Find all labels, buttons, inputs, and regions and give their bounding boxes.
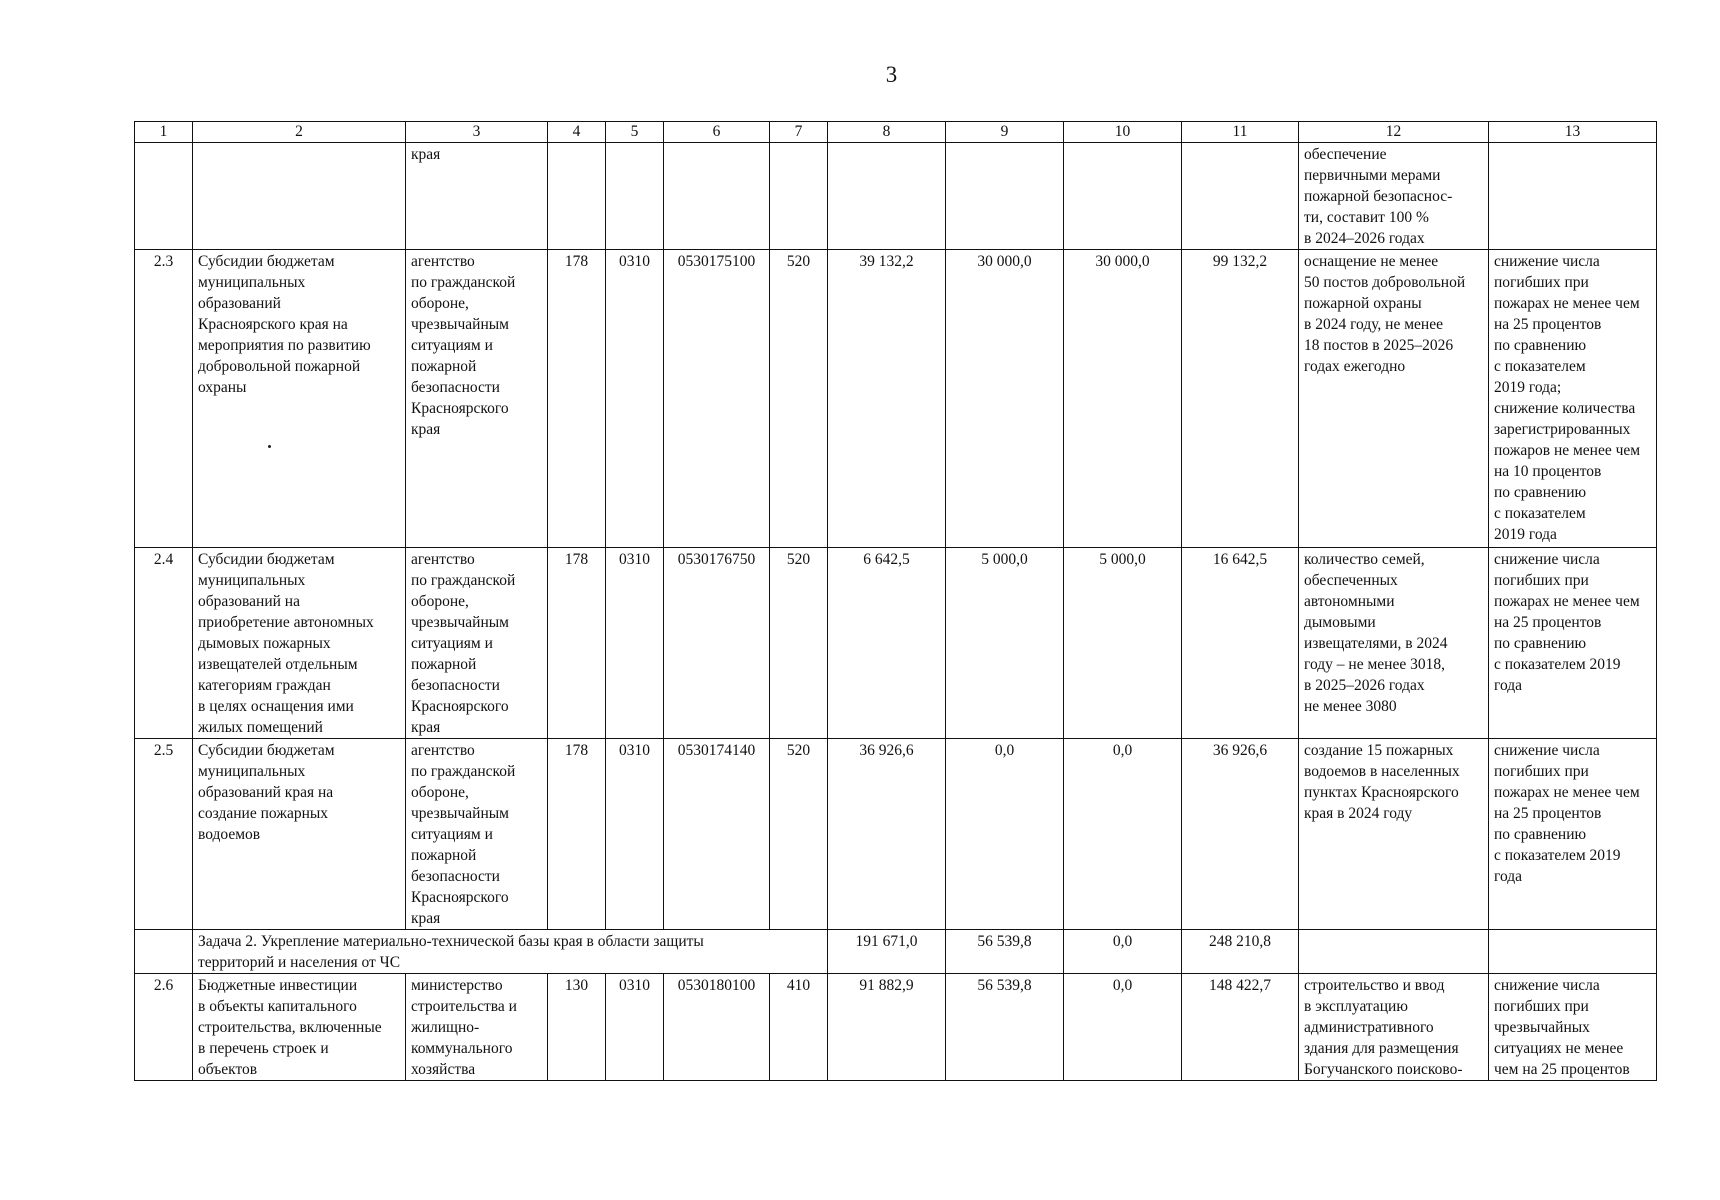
amount-cell: 91 882,9 xyxy=(828,974,946,1081)
code-cell: 0310 xyxy=(606,739,664,930)
continuation-row xyxy=(135,143,1657,250)
amount-cell: 0,0 xyxy=(946,739,1064,930)
column-number: 1 xyxy=(135,122,193,143)
result-cell: количество семей, обеспеченных автономными дымовыми извещателями, в 2024 году – не менее 3018, в 2025–2026 годах не менее 3080 xyxy=(1299,548,1489,739)
column-number: 3 xyxy=(406,122,548,143)
activity-name: Субсидии бюджетам муниципальных образований Красноярского края на мероприятия по развитию добровольной пожарной охраны xyxy=(193,250,406,548)
amount-cell: 36 926,6 xyxy=(1182,739,1299,930)
code-cell: 0310 xyxy=(606,250,664,548)
column-number: 9 xyxy=(946,122,1064,143)
result-cell: строительство и ввод в эксплуатацию административного здания для размещения Богучанского поисково- xyxy=(1299,974,1489,1081)
result-cell: оснащение не менее 50 постов добровольной пожарной охраны в 2024 году, не менее 18 постов в 2025–2026 годах ежегодно xyxy=(1299,250,1489,548)
task-row xyxy=(135,930,1657,974)
code-cell: 0310 xyxy=(606,974,664,1081)
amount-cell: 248 210,8 xyxy=(1182,930,1299,974)
task-title: Задача 2. Укрепление материально-технической базы края в области защиты территорий и населения от ЧС xyxy=(193,930,828,974)
amount-cell: 30 000,0 xyxy=(1064,250,1182,548)
table-row xyxy=(135,250,1657,548)
code-cell: 0530175100 xyxy=(664,250,770,548)
row-number: 2.5 xyxy=(135,739,193,930)
code-cell: 0530174140 xyxy=(664,739,770,930)
code-cell: 0530180100 xyxy=(664,974,770,1081)
column-number: 7 xyxy=(770,122,828,143)
amount-cell: 36 926,6 xyxy=(828,739,946,930)
agency-cell: агентство по гражданской обороне, чрезвычайным ситуациям и пожарной безопасности Красноярского края xyxy=(406,739,548,930)
code-cell: 178 xyxy=(548,250,606,548)
agency-cell: агентство по гражданской обороне, чрезвычайным ситуациям и пожарной безопасности Красноярского края xyxy=(406,250,548,548)
agency-cell: министерство строительства и жилищно- коммунального хозяйства xyxy=(406,974,548,1081)
amount-cell: 5 000,0 xyxy=(946,548,1064,739)
row-number: 2.3 xyxy=(135,250,193,548)
impact-cell: снижение числа погибших при пожарах не менее чем на 25 процентов по сравнению с показателем 2019 года xyxy=(1489,548,1657,739)
activity-name: Бюджетные инвестиции в объекты капитального строительства, включенные в перечень строек и объектов xyxy=(193,974,406,1081)
impact-cell: снижение числа погибших при пожарах не менее чем на 25 процентов по сравнению с показателем 2019 года xyxy=(1489,739,1657,930)
code-cell: 0530176750 xyxy=(664,548,770,739)
column-number: 13 xyxy=(1489,122,1657,143)
agency-cell: агентство по гражданской обороне, чрезвычайным ситуациям и пожарной безопасности Красноярского края xyxy=(406,548,548,739)
amount-cell: 99 132,2 xyxy=(1182,250,1299,548)
code-cell: 410 xyxy=(770,974,828,1081)
amount-cell: 0,0 xyxy=(1064,930,1182,974)
amount-cell: 30 000,0 xyxy=(946,250,1064,548)
result-cell: обеспечение первичными мерами пожарной безопаснос- ти, составит 100 % в 2024–2026 годах xyxy=(1299,143,1489,250)
amount-cell: 0,0 xyxy=(1064,739,1182,930)
column-number: 4 xyxy=(548,122,606,143)
column-number: 11 xyxy=(1182,122,1299,143)
code-cell: 520 xyxy=(770,250,828,548)
column-number: 10 xyxy=(1064,122,1182,143)
code-cell: 178 xyxy=(548,739,606,930)
amount-cell: 16 642,5 xyxy=(1182,548,1299,739)
amount-cell: 39 132,2 xyxy=(828,250,946,548)
amount-cell: 6 642,5 xyxy=(828,548,946,739)
agency-cell: края xyxy=(406,143,548,250)
code-cell: 520 xyxy=(770,739,828,930)
amount-cell: 5 000,0 xyxy=(1064,548,1182,739)
column-number: 6 xyxy=(664,122,770,143)
row-number: 2.4 xyxy=(135,548,193,739)
column-number: 12 xyxy=(1299,122,1489,143)
impact-cell: снижение числа погибших при пожарах не менее чем на 25 процентов по сравнению с показателем 2019 года; снижение количества зарегистрированных пожаров не менее чем на 10 процентов по сравнению с показателем 2019 года xyxy=(1489,250,1657,548)
program-activities-table xyxy=(134,121,1657,1081)
table-row xyxy=(135,974,1657,1081)
amount-cell: 56 539,8 xyxy=(946,974,1064,1081)
amount-cell: 191 671,0 xyxy=(828,930,946,974)
column-number: 8 xyxy=(828,122,946,143)
code-cell: 0310 xyxy=(606,548,664,739)
impact-cell: снижение числа погибших при чрезвычайных ситуациях не менее чем на 25 процентов xyxy=(1489,974,1657,1081)
amount-cell: 56 539,8 xyxy=(946,930,1064,974)
activity-name: Субсидии бюджетам муниципальных образований на приобретение автономных дымовых пожарных извещателей отдельным категориям граждан в целях оснащения ими жилых помещений xyxy=(193,548,406,739)
column-number-row xyxy=(135,122,1657,143)
page-number: 3 xyxy=(885,62,898,87)
column-number: 5 xyxy=(606,122,664,143)
activity-name: Субсидии бюджетам муниципальных образований края на создание пожарных водоемов xyxy=(193,739,406,930)
table-row xyxy=(135,739,1657,930)
code-cell: 178 xyxy=(548,548,606,739)
amount-cell: 148 422,7 xyxy=(1182,974,1299,1081)
table-row xyxy=(135,548,1657,739)
column-number: 2 xyxy=(193,122,406,143)
code-cell: 130 xyxy=(548,974,606,1081)
result-cell: создание 15 пожарных водоемов в населенных пунктах Красноярского края в 2024 году xyxy=(1299,739,1489,930)
code-cell: 520 xyxy=(770,548,828,739)
amount-cell: 0,0 xyxy=(1064,974,1182,1081)
scan-speck xyxy=(268,445,271,448)
row-number: 2.6 xyxy=(135,974,193,1081)
